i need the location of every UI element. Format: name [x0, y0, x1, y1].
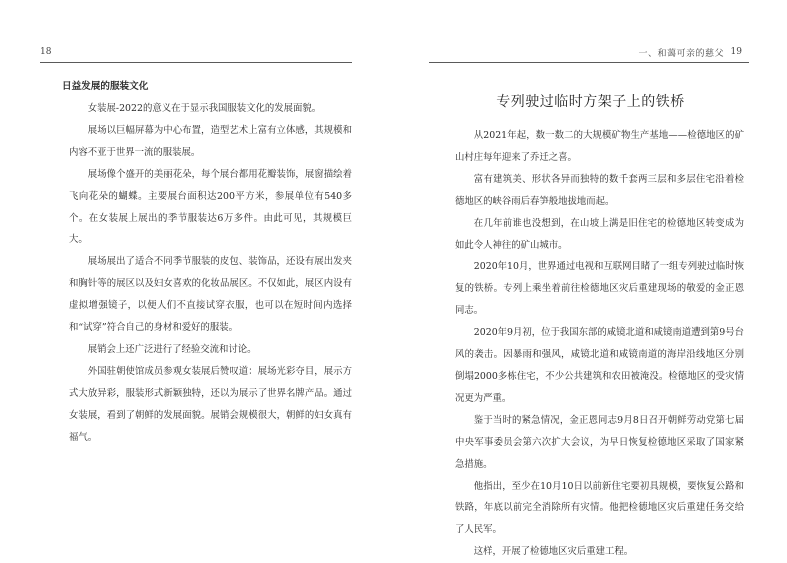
paragraph: 展场像个盛开的美丽花朵，每个展台都用花瓣装饰，展窗描绘着飞向花朵的蝴蝶。主要展台面积达200平方米，参展单位有540多个。在女装展上展出的季节服装达6万多件。由此可见，其规模巨大。 [69, 168, 352, 246]
paragraph: 展销会上还广泛进行了经验交流和讨论。 [87, 343, 257, 355]
page-body [455, 125, 744, 563]
paragraph: 鉴于当时的紧急情况，金正恩同志9月8日召开朝鲜劳动党第七届中央军事委员会第六次扩大会议，为早日恢复检德地区采取了国家紧急措施。 [455, 414, 744, 470]
paragraph: 展场展出了适合不同季节服装的皮包、装饰品，还设有展出发夹和胸针等的展区以及妇女喜欢的化妆品展区。不仅如此，展区内设有虚拟增强镜子，以便人们不直接试穿衣服，也可以在短时间内选择和“试穿”符合自己的身材和爱好的服装。 [69, 256, 352, 334]
paragraph: 外国驻朝使馆成员参观女装展后赞叹道：展场光彩夺目，展示方式大放异彩，服装形式新颖独特，还以为展示了世界名牌产品。通过女装展，看到了朝鲜的发展面貌。展销会规模很大，朝鲜的妇女真有福气。 [69, 365, 352, 443]
page-number: 19 [730, 47, 742, 57]
article-title: 专列驶过临时方架子上的铁桥 [496, 94, 685, 110]
paragraph: 2020年10月，世界通过电视和互联网目睹了一组专列驶过临时恢复的铁桥。专列上乘坐着前往检德地区灾后重建现场的敬爱的金正恩同志。 [455, 261, 744, 317]
paragraph: 富有建筑美、形状各异而独特的数千套两三层和多层住宅沿着检德地区的峡谷雨后春笋般地拔地而起。 [455, 173, 744, 207]
paragraph: 他指出，至少在10月10日以前新住宅要初具规模，要恢复公路和铁路，年底以前完全消除所有灾情。他把检德地区灾后重建任务交给了人民军。 [455, 480, 744, 536]
section-title: 日益发展的服装文化 [62, 81, 149, 92]
header-rule [429, 62, 749, 63]
right-page [394, 0, 787, 558]
running-header: 一、和蔼可亲的慈父 [638, 49, 724, 59]
paragraph: 在几年前谁也没想到，在山坡上满是旧住宅的检德地区转变成为如此令人神往的矿山城市。 [455, 217, 744, 251]
paragraph: 从2021年起，数一数二的大规模矿物生产基地——检德地区的矿山村庄每年迎来了乔迁之喜。 [455, 130, 744, 163]
page-body [62, 76, 352, 449]
paragraph: 展场以巨幅屏幕为中心布置，造型艺术上富有立体感，其规模和内容不亚于世界一流的服装展。 [69, 124, 352, 158]
left-page [0, 0, 393, 558]
paragraph: 女装展-2022的意义在于显示我国服装文化的发展面貌。 [87, 103, 322, 114]
header-rule [40, 62, 352, 63]
page-number: 18 [40, 47, 52, 57]
paragraph: 这样，开展了检德地区灾后重建工程。 [473, 546, 634, 558]
paragraph: 2020年9月初，位于我国东部的咸镜北道和咸镜南道遭到第9号台风的袭击。因暴雨和强风，咸镜北道和咸镜南道的海岸沿线地区分别倒塌2000多栋住宅，不少公共建筑和农田被淹没。检德地区的受灾情况更为严重。 [455, 327, 744, 404]
